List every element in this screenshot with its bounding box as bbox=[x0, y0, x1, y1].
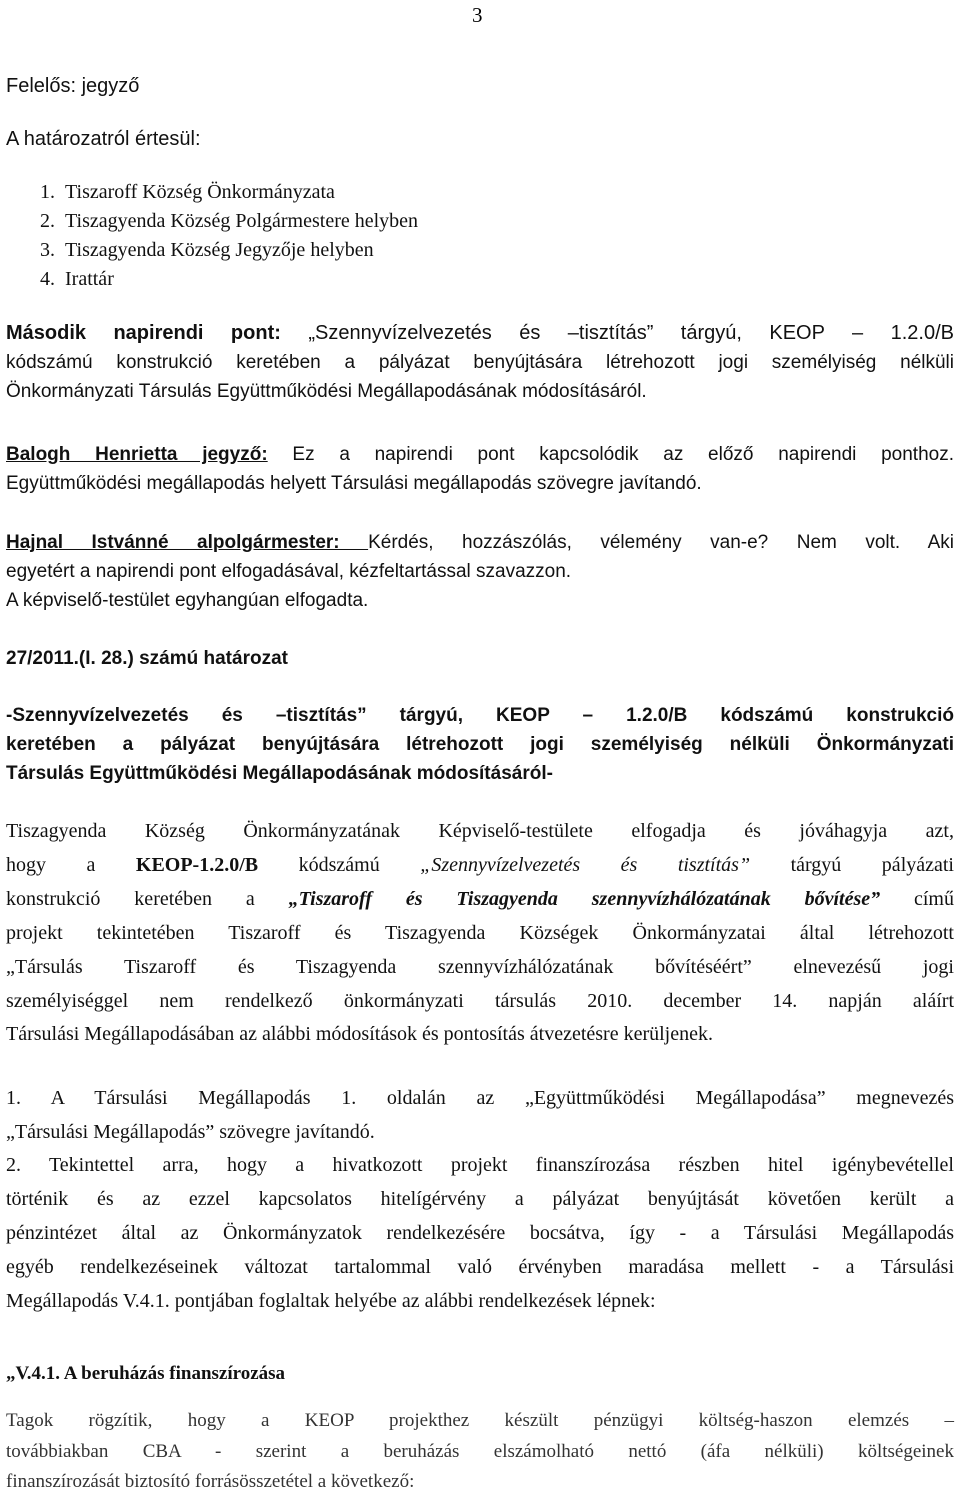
notify-heading: A határozatról értesül: bbox=[6, 128, 201, 150]
balogh-label: Balogh Henrietta jegyző: bbox=[6, 444, 268, 465]
balogh-text: Ez a napirendi pont kapcsolódik az előző napirendi ponthoz. bbox=[267, 444, 955, 465]
responsible-line: Felelős: jegyző bbox=[6, 75, 140, 97]
section-line-1: Tagok rögzítik, hogy a KEOP projekthez készült pénzügyi költség-haszon elemzés – bbox=[6, 1410, 954, 1431]
point-2-line-1: 2. Tekintettel arra, hogy a hivatkozott projekt finanszírozása részben hitel igénybevétellel bbox=[6, 1154, 954, 1176]
agenda-line-1 bbox=[6, 322, 954, 345]
point-2-line-5: Megállapodás V.4.1. pontjában foglaltak helyébe az alábbi rendelkezések lépnek: bbox=[6, 1290, 656, 1312]
point-2-line-2: történik és az ezzel kapcsolatos hitelígérvény a pályázat benyújtását követően került a bbox=[6, 1188, 954, 1210]
balogh-line-1 bbox=[6, 444, 954, 466]
point-2-line-4: egyéb rendelkezéseinek változat tartalommal való érvényben maradása mellett - a Társulási bbox=[6, 1256, 954, 1278]
agenda-label: Második napirendi pont: bbox=[6, 322, 281, 344]
body-line-1: Tiszagyenda Község Önkormányzatának Képviselő-testülete elfogadja és jóváhagyja azt, bbox=[6, 820, 954, 842]
agenda-line-2: kódszámú konstrukció keretében a pályázat benyújtására létrehozott jogi személyiség nélküli bbox=[6, 352, 954, 373]
body-line-4: projekt tekintetében Tiszaroff és Tiszagyenda Községek Önkormányzatai által létrehozott bbox=[6, 922, 954, 944]
agenda-line-3: Önkormányzati Társulás Együttműködési Megállapodásának módosításáról. bbox=[6, 381, 647, 402]
body-line-2 bbox=[6, 854, 954, 877]
resolution-title-line-1: -Szennyvízelvezetés és –tisztítás” tárgyú, KEOP – 1.2.0/B kódszámú konstrukció bbox=[6, 705, 954, 726]
body-line-2-e: tárgyú pályázati bbox=[750, 854, 954, 876]
point-1-line-1: 1. A Társulási Megállapodás 1. oldalán az „Együttműködési Megállapodása” megnevezés bbox=[6, 1087, 954, 1109]
agenda-title: „Szennyvízelvezetés és –tisztítás” tárgyú, KEOP – 1.2.0/B bbox=[308, 322, 954, 344]
hajnal-line-2: egyetért a napirendi pont elfogadásával, kézfeltartással szavazzon. bbox=[6, 561, 572, 582]
hajnal-label: Hajnal Istvánné alpolgármester: bbox=[6, 532, 369, 553]
body-line-7: Társulási Megállapodásában az alábbi módosítások és pontosítás átvezetésre kerüljenek. bbox=[6, 1023, 713, 1045]
body-line-2-c: kódszámú bbox=[258, 854, 421, 876]
point-2-line-3: pénzintézet által az Önkormányzatok rendelkezésére bocsátva, így - a Társulási Megállapodás bbox=[6, 1222, 954, 1244]
body-line-2-a: hogy a bbox=[6, 854, 136, 876]
hajnal-text: Kérdés, hozzászólás, vélemény van-e? Nem volt. Aki bbox=[368, 532, 954, 553]
section-line-2: továbbiakban CBA - szerint a beruházás elszámolható nettó (áfa nélküli) költségeinek bbox=[6, 1441, 954, 1462]
notify-item-3: 3. Tiszagyenda Község Jegyzője helyben bbox=[40, 239, 374, 261]
keop-code: KEOP-1.2.0/B bbox=[135, 854, 259, 876]
notify-item-1: 1. Tiszaroff Község Önkormányzata bbox=[40, 181, 335, 203]
page-number: 3 bbox=[472, 3, 483, 27]
body-line-5: „Társulás Tiszaroff és Tiszagyenda szennyvízhálózatának bővítéséért” elnevezésű jogi bbox=[6, 956, 954, 978]
resolution-number: 27/2011.(I. 28.) számú határozat bbox=[6, 648, 288, 669]
notify-item-4: 4. Irattár bbox=[40, 268, 114, 290]
notify-item-2: 2. Tiszagyenda Község Polgármestere helyben bbox=[40, 210, 419, 232]
tender-title: „Szennyvízelvezetés és tisztítás” bbox=[420, 854, 751, 876]
body-line-3-c: című bbox=[880, 888, 954, 910]
balogh-line-2: Együttműködési megállapodás helyett Társulási megállapodás szövegre javítandó. bbox=[6, 473, 702, 494]
section-line-3: finanszírozását biztosító forrásösszetétel a következő: bbox=[6, 1471, 415, 1492]
body-line-6: személyiséggel nem rendelkező önkormányzati társulás 2010. december 14. napján aláírt bbox=[6, 990, 954, 1012]
hajnal-line-3: A képviselő-testület egyhangúan elfogadta. bbox=[6, 590, 369, 611]
body-line-3 bbox=[6, 888, 954, 911]
section-heading: „V.4.1. A beruházás finanszírozása bbox=[6, 1363, 286, 1384]
hajnal-line-1 bbox=[6, 532, 954, 554]
resolution-title-line-2: keretében a pályázat benyújtására létrehozott jogi személyiség nélküli Önkormányzati bbox=[6, 734, 954, 755]
project-title: „Tiszaroff és Tiszagyenda szennyvízhálózatának bővítése” bbox=[288, 888, 881, 910]
body-line-3-a: konstrukció keretében a bbox=[6, 888, 289, 910]
point-1-line-2: „Társulási Megállapodás” szövegre javítandó. bbox=[6, 1121, 375, 1143]
resolution-title-line-3: Társulás Együttműködési Megállapodásának módosításáról- bbox=[6, 763, 553, 784]
